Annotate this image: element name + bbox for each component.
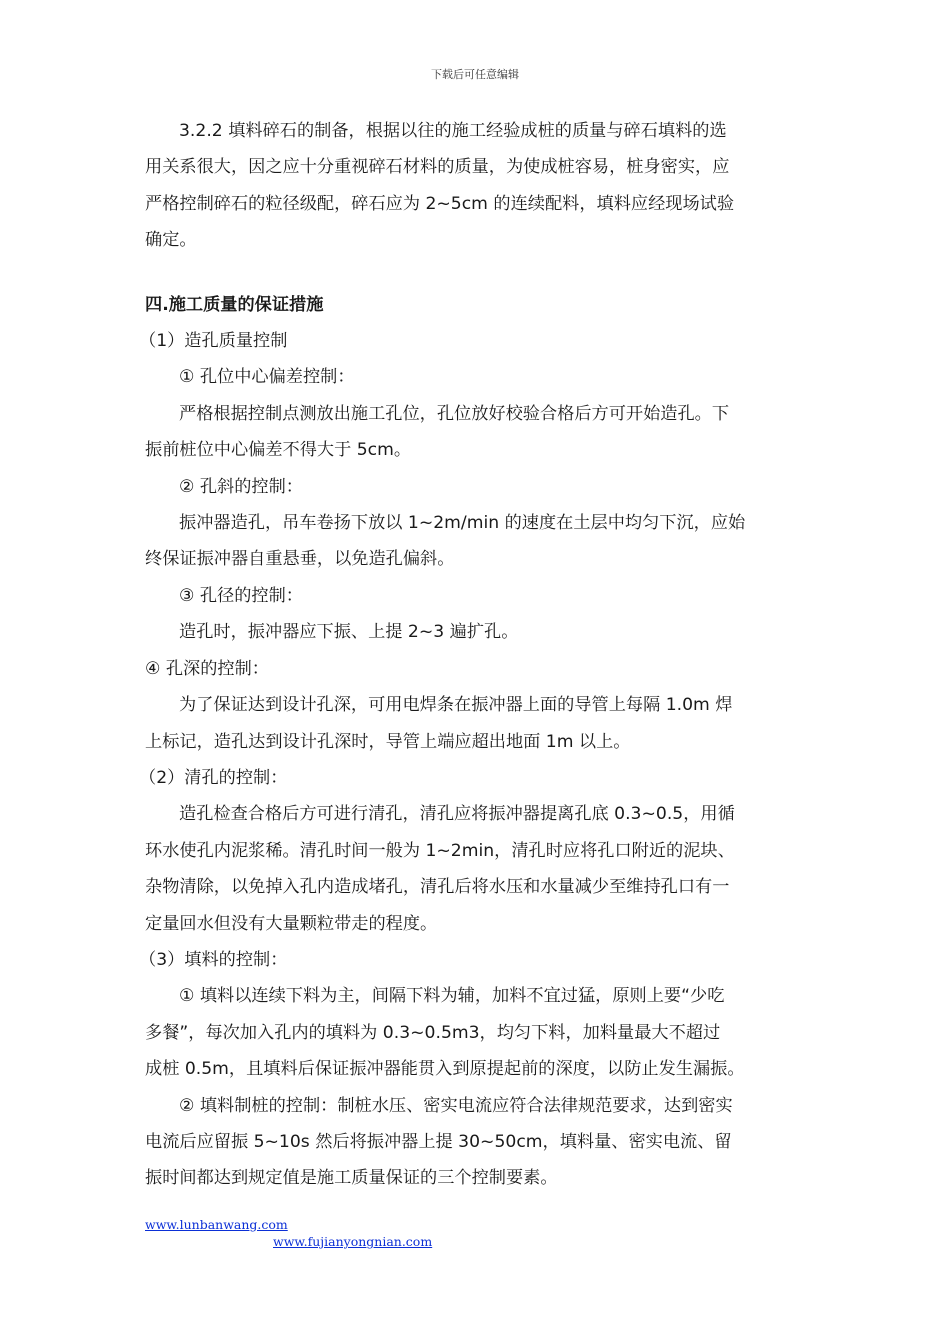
page-header: 下载后可任意编辑 [431, 68, 519, 81]
paragraph-line: ① 填料以连续下料为主，间隔下料为辅，加料不宜过猛，原则上要“少吃 [179, 986, 725, 1007]
item-title: ③ 孔径的控制： [179, 585, 303, 606]
document-body [139, 113, 810, 1197]
subsection-title: （3）填料的控制： [139, 949, 288, 970]
paragraph-line: 造孔时，振冲器应下振、上提 2~3 遍扩孔。 [179, 622, 519, 643]
item-title: ④ 孔深的控制： [145, 658, 269, 679]
footer-link-lunbanwang[interactable]: www.lunbanwang.com [145, 1217, 288, 1232]
paragraph-line: 上标记，造孔达到设计孔深时，导管上端应超出地面 1m 以上。 [145, 731, 631, 752]
paragraph-line: 造孔检查合格后方可进行清孔，清孔应将振冲器提离孔底 0.3~0.5，用循 [179, 804, 735, 825]
subsection-title: （1）造孔质量控制 [139, 331, 288, 352]
paragraph-line: 振时间都达到规定值是施工质量保证的三个控制要素。 [145, 1168, 558, 1189]
paragraph-line: 3.2.2 填料碎石的制备，根据以往的施工经验成桩的质量与碎石填料的选 [179, 121, 727, 141]
paragraph-line: 严格控制碎石的粒径级配，碎石应为 2~5cm 的连续配料，填料应经现场试验 [145, 193, 735, 214]
paragraph-line: 杂物清除，以免掉入孔内造成堵孔，清孔后将水压和水量减少至维持孔口有一 [145, 877, 730, 898]
paragraph-line: ② 填料制桩的控制：制桩水压、密实电流应符合法律规范要求，达到密实 [179, 1095, 733, 1116]
footer-link-fujianyongnian[interactable]: www.fujianyongnian.com [273, 1234, 433, 1249]
paragraph-line: 振冲器造孔，吊车卷扬下放以 1~2m/min 的速度在土层中均匀下沉，应始 [179, 513, 746, 534]
paragraph-line: 用关系很大，因之应十分重视碎石材料的质量，为使成桩容易，桩身密实，应 [145, 157, 730, 178]
item-title: ① 孔位中心偏差控制： [179, 367, 355, 388]
item-title: ② 孔斜的控制： [179, 476, 303, 497]
paragraph-line: 多餐”，每次加入孔内的填料为 0.3~0.5m3，均匀下料，加料量最大不超过 [145, 1022, 721, 1043]
subsection-title: （2）清孔的控制： [139, 767, 288, 788]
paragraph-line: 定量回水但没有大量颗粒带走的程度。 [145, 913, 438, 934]
paragraph-line: 确定。 [145, 230, 197, 251]
paragraph-line: 振前桩位中心偏差不得大于 5cm。 [145, 440, 412, 461]
paragraph-line: 为了保证达到设计孔深，可用电焊条在振冲器上面的导管上每隔 1.0m 焊 [179, 695, 733, 716]
footer-links [145, 1216, 432, 1250]
paragraph-line: 成桩 0.5m，且填料后保证振冲器能贯入到原提起前的深度，以防止发生漏振。 [145, 1059, 745, 1080]
paragraph-line: 电流后应留振 5~10s 然后将振冲器上提 30~50cm，填料量、密实电流、留 [145, 1131, 732, 1152]
section-heading: 四.施工质量的保证措施 [145, 294, 324, 315]
paragraph-line: 环水使孔内泥浆稀。清孔时间一般为 1~2min，清孔时应将孔口附近的泥块、 [145, 840, 735, 861]
paragraph-line: 严格根据控制点测放出施工孔位，孔位放好校验合格后方可开始造孔。下 [179, 403, 730, 424]
paragraph-line: 终保证振冲器自重悬垂，以免造孔偏斜。 [145, 549, 455, 570]
